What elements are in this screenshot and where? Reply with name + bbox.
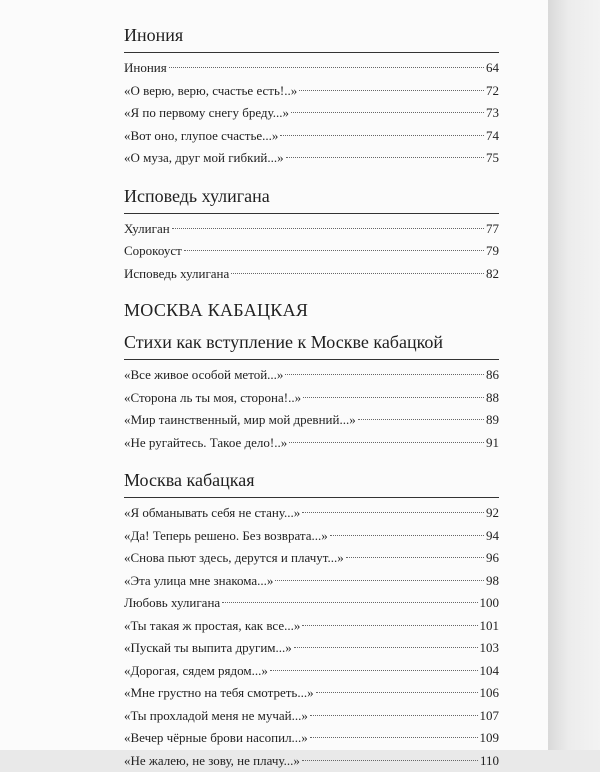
entry-title: «Ты такая ж простая, как все...» xyxy=(124,615,300,638)
entry-page: 79 xyxy=(486,240,499,263)
section-title: Инония xyxy=(124,24,499,46)
entry-title: Исповедь хулигана xyxy=(124,263,229,286)
entry-title: Любовь хулигана xyxy=(124,592,220,615)
section-rule xyxy=(124,52,499,53)
toc-entry xyxy=(124,705,499,728)
entry-page: 109 xyxy=(480,727,500,750)
entry-page: 98 xyxy=(486,570,499,593)
entry-page: 92 xyxy=(486,502,499,525)
entry-page: 86 xyxy=(486,364,499,387)
dot-leader xyxy=(275,580,484,581)
dot-leader xyxy=(285,374,484,375)
dot-leader xyxy=(291,112,484,113)
entry-page: 74 xyxy=(486,125,499,148)
entry-page: 88 xyxy=(486,387,499,410)
entry-title: «Не ругайтесь. Такое дело!..» xyxy=(124,432,287,455)
entry-page: 96 xyxy=(486,547,499,570)
entry-page: 104 xyxy=(480,660,500,683)
toc-entry xyxy=(124,547,499,570)
dot-leader xyxy=(172,228,484,229)
entry-page: 73 xyxy=(486,102,499,125)
entry-title: Хулиган xyxy=(124,218,170,241)
toc-entry xyxy=(124,263,499,286)
entry-page: 103 xyxy=(480,637,500,660)
toc-entry xyxy=(124,615,499,638)
entry-title: «Не жалею, не зову, не плачу...» xyxy=(124,750,300,772)
dot-leader xyxy=(310,737,478,738)
entry-title: «Вот оно, глупое счастье...» xyxy=(124,125,278,148)
entry-title: «Снова пьют здесь, дерутся и плачут...» xyxy=(124,547,344,570)
entry-page: 82 xyxy=(486,263,499,286)
entry-page: 107 xyxy=(480,705,500,728)
toc-entry xyxy=(124,387,499,410)
entry-title: «Все живое особой метой...» xyxy=(124,364,283,387)
dot-leader xyxy=(346,557,484,558)
dot-leader xyxy=(294,647,478,648)
section-rule xyxy=(124,359,499,360)
dot-leader xyxy=(299,90,484,91)
entry-title: «Да! Теперь решено. Без возврата...» xyxy=(124,525,328,548)
dot-leader xyxy=(302,760,478,761)
entry-page: 72 xyxy=(486,80,499,103)
entry-list xyxy=(124,57,499,170)
entry-title: «Мне грустно на тебя смотреть...» xyxy=(124,682,314,705)
toc-entry xyxy=(124,592,499,615)
toc-section-inonia xyxy=(124,24,499,170)
dot-leader xyxy=(231,273,484,274)
entry-title: «О верю, верю, счастье есть!..» xyxy=(124,80,297,103)
toc-entry xyxy=(124,432,499,455)
dot-leader xyxy=(302,625,477,626)
dot-leader xyxy=(289,442,484,443)
entry-page: 89 xyxy=(486,409,499,432)
dot-leader xyxy=(286,157,484,158)
toc-entry xyxy=(124,502,499,525)
entry-title: Инония xyxy=(124,57,167,80)
entry-title: «Я по первому снегу бреду...» xyxy=(124,102,289,125)
toc-entry xyxy=(124,750,499,772)
entry-title: «Ты прохладой меня не мучай...» xyxy=(124,705,308,728)
entry-page: 91 xyxy=(486,432,499,455)
toc-section-intro xyxy=(124,299,499,454)
dot-leader xyxy=(303,397,484,398)
part-title: МОСКВА КАБАЦКАЯ xyxy=(124,299,499,321)
dot-leader xyxy=(184,250,484,251)
entry-page: 106 xyxy=(480,682,500,705)
toc-entry xyxy=(124,218,499,241)
section-title: Стихи как вступление к Москве кабацкой xyxy=(124,331,499,353)
dot-leader xyxy=(280,135,484,136)
entry-page: 101 xyxy=(480,615,500,638)
dot-leader xyxy=(302,512,484,513)
toc-entry xyxy=(124,147,499,170)
entry-title: «Вечер чёрные брови насопил...» xyxy=(124,727,308,750)
toc-entry xyxy=(124,727,499,750)
toc-entry xyxy=(124,660,499,683)
entry-title: «Пускай ты выпита другим...» xyxy=(124,637,292,660)
entry-list xyxy=(124,218,499,286)
entry-title: «Эта улица мне знакома...» xyxy=(124,570,273,593)
entry-page: 64 xyxy=(486,57,499,80)
entry-page: 94 xyxy=(486,525,499,548)
dot-leader xyxy=(169,67,484,68)
toc-entry xyxy=(124,525,499,548)
toc-section-moskva xyxy=(124,469,499,772)
entry-title: «Мир таинственный, мир мой древний...» xyxy=(124,409,356,432)
dot-leader xyxy=(316,692,478,693)
entry-title: «Я обманывать себя не стану...» xyxy=(124,502,300,525)
entry-title: «Сторона ль ты моя, сторона!..» xyxy=(124,387,301,410)
entry-page: 77 xyxy=(486,218,499,241)
toc-entry xyxy=(124,570,499,593)
entry-list xyxy=(124,364,499,454)
toc-entry xyxy=(124,80,499,103)
dot-leader xyxy=(270,670,478,671)
section-title: Исповедь хулигана xyxy=(124,185,499,207)
toc-entry xyxy=(124,682,499,705)
entry-page: 110 xyxy=(480,750,499,772)
toc-entry xyxy=(124,240,499,263)
entry-title: «Дорогая, сядем рядом...» xyxy=(124,660,268,683)
toc-section-confession xyxy=(124,185,499,286)
table-of-contents xyxy=(124,24,499,772)
toc-entry xyxy=(124,409,499,432)
entry-page: 75 xyxy=(486,147,499,170)
section-rule xyxy=(124,497,499,498)
page-edge-shadow xyxy=(548,0,600,750)
entry-list xyxy=(124,502,499,772)
dot-leader xyxy=(222,602,477,603)
dot-leader xyxy=(330,535,484,536)
toc-entry xyxy=(124,125,499,148)
dot-leader xyxy=(358,419,484,420)
toc-entry xyxy=(124,102,499,125)
toc-entry xyxy=(124,57,499,80)
entry-title: «О муза, друг мой гибкий...» xyxy=(124,147,284,170)
section-title: Москва кабацкая xyxy=(124,469,499,491)
toc-entry xyxy=(124,637,499,660)
entry-title: Сорокоуст xyxy=(124,240,182,263)
section-rule xyxy=(124,213,499,214)
entry-page: 100 xyxy=(480,592,500,615)
dot-leader xyxy=(310,715,478,716)
toc-entry xyxy=(124,364,499,387)
